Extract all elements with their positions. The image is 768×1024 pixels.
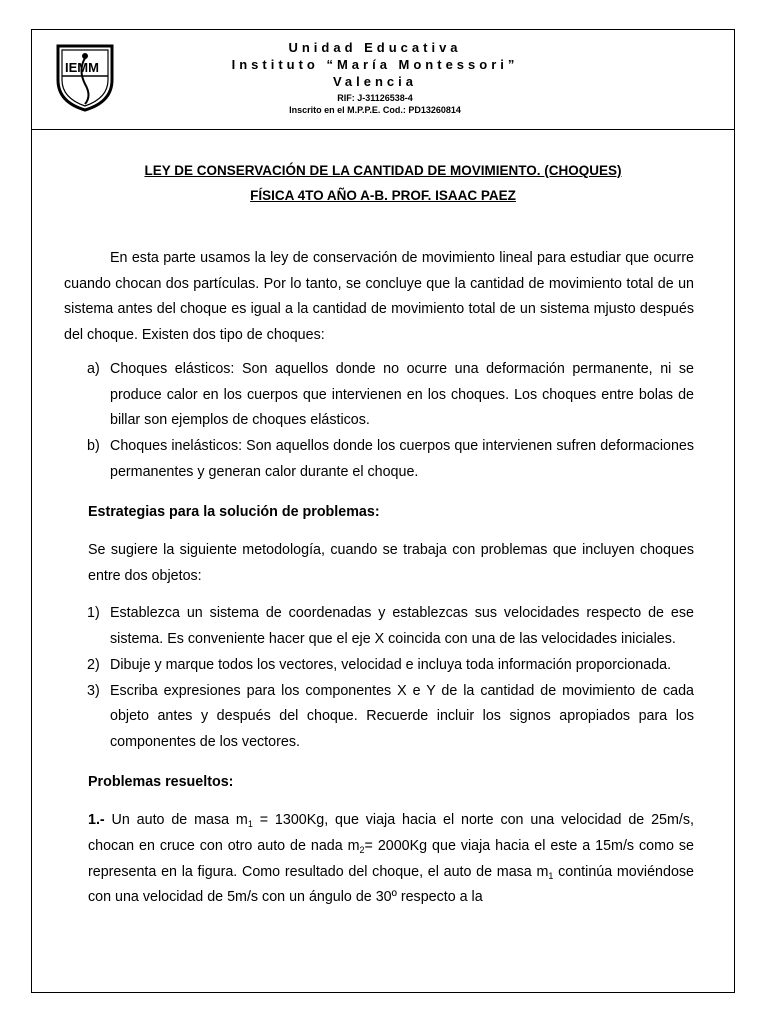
- list-item: [64, 679, 694, 756]
- school-logo: [48, 40, 122, 114]
- problem-text-part: = 2000Kg que viaja hacia el este a 15m/s como se representa en la figura. Como resultado del choque, el auto de masa m: [88, 838, 694, 880]
- problem-text-part: Un auto de masa m: [104, 812, 248, 829]
- problem-text-part: continúa moviéndose con una velocidad de 5m/s con un ángulo de 30º respecto a la: [88, 863, 694, 906]
- document-body: [64, 246, 694, 911]
- strategies-heading: Estrategias para la solución de problemas:: [88, 504, 380, 521]
- intro-paragraph: En esta parte usamos la ley de conservación de movimiento lineal para estudiar que ocurre cuando chocan dos partículas. Por lo tanto, se concluye que la cantidad de movimiento total de un sistema antes del choque es igual a la cantidad de movimiento total de un sistema mjusto después del choque. Existen dos tipo de choques:: [64, 250, 694, 344]
- subscript: 2: [359, 845, 365, 856]
- solved-problems-heading: Problemas resueltos:: [88, 773, 234, 790]
- school-rif: RIF: J-31126538-4: [337, 93, 413, 103]
- methodology-intro: Se sugiere la siguiente metodología, cuando se trabaja con problemas que incluyen choques entre dos objetos:: [88, 542, 694, 584]
- document-title: LEY DE CONSERVACIÓN DE LA CANTIDAD DE MOVIMIENTO. (CHOQUES): [144, 163, 622, 178]
- list-item: [64, 653, 694, 679]
- list-marker: a): [87, 360, 100, 377]
- list-item-text: Establezca un sistema de coordenadas y establezcas sus velocidades respecto de ese sistema. Es conveniente hacer que el eje X coincida con una de las velocidades iniciales.: [110, 605, 694, 648]
- list-item: [64, 434, 694, 485]
- list-marker: b): [87, 437, 100, 454]
- logo-lettering: IEMM: [65, 60, 99, 75]
- list-item: [64, 357, 694, 434]
- list-marker: 3): [87, 682, 100, 699]
- list-item-text: Dibuje y marque todos los vectores, velocidad e incluya toda información proporcionada.: [110, 656, 672, 673]
- list-item: [64, 601, 694, 652]
- problem-number: 1.-: [88, 812, 105, 829]
- list-item-text: Choques elásticos: Son aquellos donde no ocurre una deformación permanente, ni se produce calor en los cuerpos que intervienen en los choques. Los choques entre bolas de billar son ejemplos de choques elásticos.: [110, 360, 694, 429]
- list-marker: 2): [87, 656, 100, 673]
- school-name: Instituto “María Montessori”: [231, 57, 519, 72]
- list-item-text: Choques inelásticos: Son aquellos donde los cuerpos que intervienen sufren deformaciones permanentes y generan calor durante el choque.: [110, 437, 694, 480]
- list-item-text: Escriba expresiones para los componentes X e Y de la cantidad de movimiento de cada objeto antes y después del choque. Recuerde incluir los signos apropiados para los componentes de los vectores.: [110, 682, 694, 750]
- school-city: Valencia: [332, 74, 418, 89]
- header-divider: [31, 129, 735, 130]
- subscript: 1: [247, 819, 253, 830]
- school-type: Unidad Educativa: [288, 40, 462, 55]
- problem-1-text: [64, 808, 694, 911]
- document-subtitle: FÍSICA 4TO AÑO A-B. PROF. ISAAC PAEZ: [250, 188, 516, 203]
- school-registration: Inscrito en el M.P.P.E. Cod.: PD13260814: [289, 105, 461, 115]
- problem-text-part: = 1300Kg, que viaja hacia el norte con una velocidad de 25m/s, chocan en cruce con otro auto de nada m: [88, 812, 694, 855]
- list-marker: 1): [87, 605, 100, 622]
- subscript: 1: [548, 870, 554, 881]
- methodology-steps-list: [64, 601, 694, 755]
- collision-types-list: [64, 357, 694, 486]
